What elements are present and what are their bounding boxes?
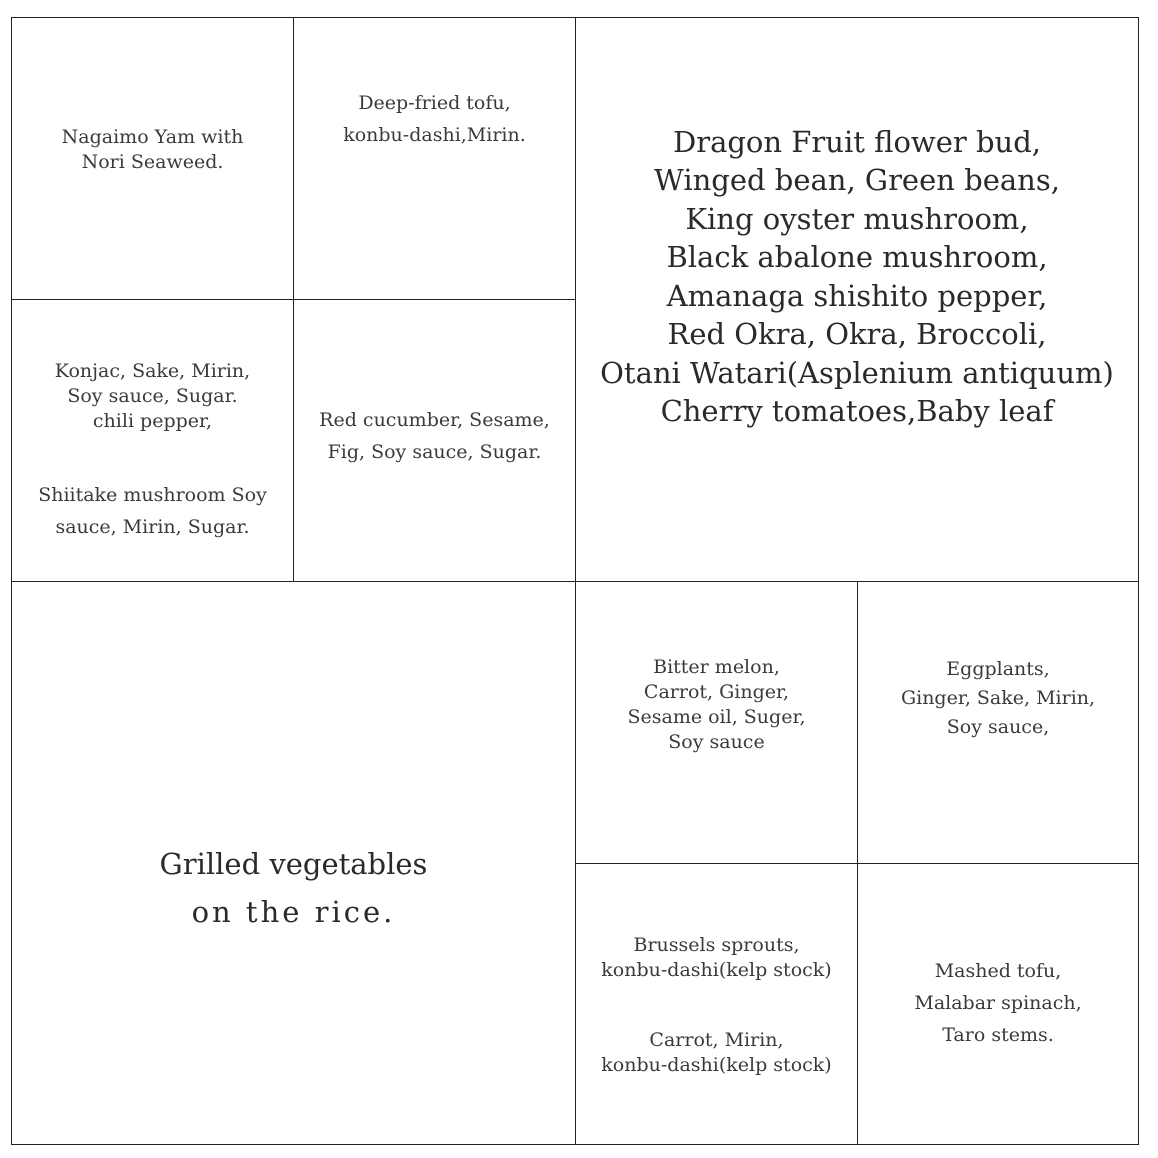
cell-grilled-vegetables — [12, 582, 576, 1144]
brussels-text — [601, 933, 831, 983]
text-line: Deep-fried tofu, — [358, 91, 511, 114]
text-line: Mashed tofu, — [934, 960, 1062, 982]
text-line: konbu-dashi(kelp stock) — [601, 958, 832, 981]
tofu-text — [343, 87, 526, 151]
text-line: Black abalone mushroom, — [666, 240, 1048, 274]
text-line: Carrot, Ginger, — [643, 680, 790, 703]
cell-nagaimo — [12, 18, 294, 300]
text-line: on the rice. — [191, 895, 396, 929]
cell-red-cucumber — [294, 300, 576, 582]
cell-eggplants — [858, 582, 1138, 864]
dragon-fruit-text — [600, 123, 1114, 431]
text-line: Nagaimo Yam with — [61, 125, 244, 148]
text-line: Soy sauce — [668, 730, 765, 753]
eggplants-text — [901, 655, 1095, 742]
cell-mashed-tofu — [858, 864, 1138, 1144]
text-line: Red Okra, Okra, Broccoli, — [667, 317, 1047, 351]
text-line: Winged bean, Green beans, — [654, 163, 1060, 197]
text-line: Ginger, Sake, Mirin, — [900, 687, 1096, 709]
text-line: sauce, Mirin, Sugar. — [55, 515, 250, 538]
cell-bitter-melon — [576, 582, 858, 864]
text-line: Dragon Fruit flower bud, — [672, 124, 1041, 159]
text-line: Konjac, Sake, Mirin, — [54, 359, 251, 382]
text-line: chili pepper, — [92, 409, 213, 432]
text-line: Otani Watari(Asplenium antiquum) — [600, 355, 1114, 390]
cell-deep-fried-tofu — [294, 18, 576, 300]
grilled-vegetables-text — [160, 840, 428, 936]
text-line: Malabar spinach, — [914, 992, 1082, 1014]
mashed-tofu-text — [914, 955, 1081, 1051]
text-line: Taro stems. — [942, 1024, 1054, 1046]
text-line: konbu-dashi(kelp stock) — [601, 1053, 832, 1076]
text-line: Fig, Soy sauce, Sugar. — [327, 440, 542, 463]
carrot-text — [601, 1028, 831, 1078]
text-line: Cherry tomatoes,Baby leaf — [660, 394, 1054, 428]
text-line: Carrot, Mirin, — [649, 1028, 784, 1051]
cell-brussels-carrot — [576, 864, 858, 1144]
text-line: Red cucumber, Sesame, — [319, 408, 550, 431]
text-line: Amanaga shishito pepper, — [666, 278, 1048, 313]
nagaimo-text — [62, 125, 244, 175]
text-line: Eggplants, — [946, 658, 1050, 680]
text-line: Grilled vegetables — [159, 847, 428, 881]
text-line: Bitter melon, — [653, 655, 780, 678]
bitter-melon-text — [627, 655, 805, 755]
text-line: Brussels sprouts, — [633, 933, 800, 956]
cell-konjac-shiitake — [12, 300, 294, 582]
konjac-text — [55, 359, 250, 434]
text-line: Soy sauce, Sugar. — [67, 384, 238, 407]
text-line: Sesame oil, Suger, — [627, 705, 806, 728]
cucumber-text — [319, 404, 550, 468]
text-line: konbu-dashi,Mirin. — [343, 123, 526, 146]
text-line: Shiitake mushroom Soy — [38, 483, 267, 506]
cell-dragon-fruit — [576, 18, 1138, 582]
text-line: Soy sauce, — [946, 716, 1050, 738]
menu-grid — [11, 17, 1139, 1145]
text-line: Nori Seaweed. — [81, 150, 224, 173]
shiitake-text — [38, 479, 267, 543]
text-line: King oyster mushroom, — [685, 201, 1029, 236]
